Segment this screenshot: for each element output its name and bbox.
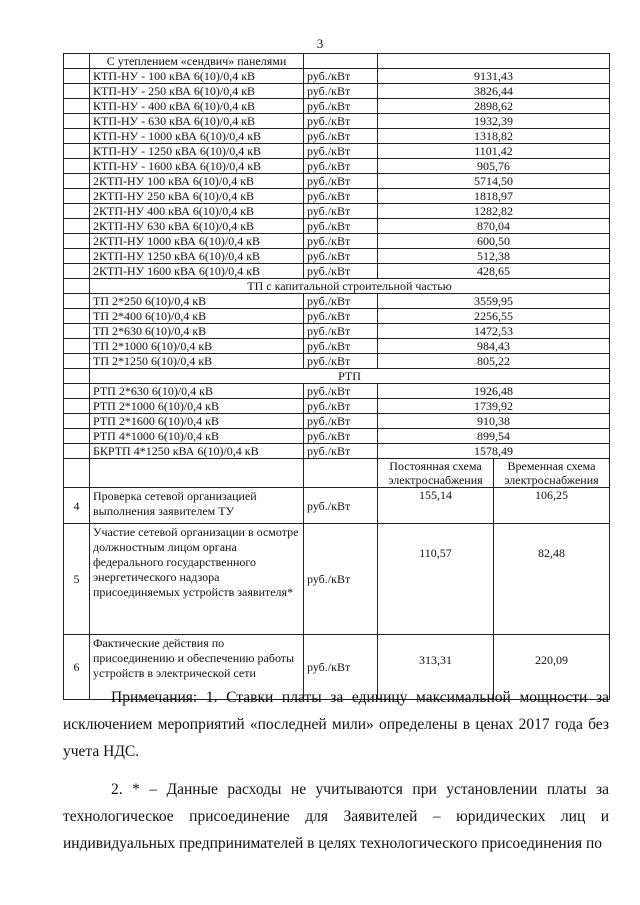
empty-cell — [64, 144, 90, 159]
row-name: ТП 2*1250 6(10)/0,4 кВ — [90, 354, 304, 369]
section-title-rtp: РТП — [90, 369, 610, 384]
empty-cell — [64, 309, 90, 324]
empty-cell — [64, 99, 90, 114]
section-header-row — [64, 369, 610, 384]
row-name: БКРТП 4*1250 кВА 6(10)/0,4 кВ — [90, 444, 304, 459]
row-value: 512,38 — [378, 249, 610, 264]
row-unit: руб./кВт — [304, 69, 378, 84]
item-unit: руб./кВт — [304, 635, 378, 700]
table-row — [64, 114, 610, 129]
empty-cell — [64, 429, 90, 444]
item-temporary-value: 220,09 — [494, 635, 610, 700]
empty-cell — [64, 294, 90, 309]
row-unit: руб./кВт — [304, 309, 378, 324]
row-name: 2КТП-НУ 400 кВА 6(10)/0,4 кВ — [90, 204, 304, 219]
item-text: Фактические действия по присоединению и обеспечению работы устройств в электрической сети — [90, 635, 304, 700]
row-name: ТП 2*630 6(10)/0,4 кВ — [90, 324, 304, 339]
row-unit: руб./кВт — [304, 99, 378, 114]
table-row — [64, 444, 610, 459]
row-unit: руб./кВт — [304, 159, 378, 174]
row-name: РТП 2*1000 6(10)/0,4 кВ — [90, 399, 304, 414]
row-unit: руб./кВт — [304, 219, 378, 234]
notes-block — [63, 684, 609, 857]
table-row — [64, 159, 610, 174]
page-number: 3 — [316, 36, 324, 51]
row-name: 2КТП-НУ 630 кВА 6(10)/0,4 кВ — [90, 219, 304, 234]
row-unit: руб./кВт — [304, 249, 378, 264]
empty-cell — [64, 204, 90, 219]
row-unit: руб./кВт — [304, 144, 378, 159]
table-row — [64, 129, 610, 144]
row-unit: руб./кВт — [304, 114, 378, 129]
item-number: 6 — [64, 635, 90, 700]
header-temporary: Временная схема электроснабжения — [494, 459, 610, 488]
empty-cell — [64, 414, 90, 429]
row-name: КТП-НУ - 400 кВА 6(10)/0,4 кВ — [90, 99, 304, 114]
empty-cell — [64, 264, 90, 279]
empty-cell — [64, 234, 90, 249]
item-temporary-value: 82,48 — [494, 524, 610, 635]
row-name: ТП 2*250 6(10)/0,4 кВ — [90, 294, 304, 309]
row-value: 1101,42 — [378, 144, 610, 159]
table-row — [64, 354, 610, 369]
row-value: 1282,82 — [378, 204, 610, 219]
row-name: КТП-НУ - 1600 кВА 6(10)/0,4 кВ — [90, 159, 304, 174]
empty-cell — [64, 384, 90, 399]
row-value: 1318,82 — [378, 129, 610, 144]
row-name: 2КТП-НУ 1000 кВА 6(10)/0,4 кВ — [90, 234, 304, 249]
table-row — [64, 174, 610, 189]
row-unit: руб./кВт — [304, 84, 378, 99]
empty-cell — [64, 369, 90, 384]
item-row — [64, 488, 610, 524]
empty-cell — [64, 444, 90, 459]
row-value: 805,22 — [378, 354, 610, 369]
row-name: ТП 2*400 6(10)/0,4 кВ — [90, 309, 304, 324]
row-value: 5714,50 — [378, 174, 610, 189]
empty-cell — [64, 114, 90, 129]
table-row — [64, 249, 610, 264]
header-permanent: Постоянная схема электроснабжения — [378, 459, 494, 488]
row-unit: руб./кВт — [304, 324, 378, 339]
item-row — [64, 524, 610, 635]
row-value: 3826,44 — [378, 84, 610, 99]
empty-cell — [64, 189, 90, 204]
empty-cell — [64, 219, 90, 234]
item-permanent-value: 313,31 — [378, 635, 494, 700]
table-row — [64, 324, 610, 339]
empty-cell — [64, 249, 90, 264]
row-value: 1818,97 — [378, 189, 610, 204]
row-value: 2898,62 — [378, 99, 610, 114]
row-unit: руб./кВт — [304, 384, 378, 399]
row-value: 984,43 — [378, 339, 610, 354]
tariff-table — [63, 53, 610, 700]
table-row — [64, 189, 610, 204]
tariff-table-body — [64, 54, 610, 700]
empty-cell — [378, 54, 610, 69]
empty-cell — [304, 54, 378, 69]
row-name: РТП 2*630 6(10)/0,4 кВ — [90, 384, 304, 399]
row-value: 1472,53 — [378, 324, 610, 339]
empty-cell — [64, 159, 90, 174]
empty-cell — [64, 399, 90, 414]
row-name: КТП-НУ - 1250 кВА 6(10)/0,4 кВ — [90, 144, 304, 159]
table-row — [64, 309, 610, 324]
item-unit: руб./кВт — [304, 488, 378, 524]
scheme-header-row — [64, 459, 610, 488]
row-name: РТП 4*1000 6(10)/0,4 кВ — [90, 429, 304, 444]
section-header-row — [64, 279, 610, 294]
row-value: 9131,43 — [378, 69, 610, 84]
row-value: 899,54 — [378, 429, 610, 444]
row-value: 1578,49 — [378, 444, 610, 459]
item-temporary-value: 106,25 — [494, 488, 610, 524]
table-row — [64, 69, 610, 84]
row-value: 905,76 — [378, 159, 610, 174]
item-permanent-value: 155,14 — [378, 488, 494, 524]
row-name: 2КТП-НУ 100 кВА 6(10)/0,4 кВ — [90, 174, 304, 189]
table-row — [64, 339, 610, 354]
empty-cell — [304, 459, 378, 488]
empty-cell — [90, 459, 304, 488]
row-unit: руб./кВт — [304, 189, 378, 204]
empty-cell — [64, 54, 90, 69]
table-row — [64, 294, 610, 309]
empty-cell — [64, 354, 90, 369]
item-number: 5 — [64, 524, 90, 635]
row-unit: руб./кВт — [304, 414, 378, 429]
item-unit: руб./кВт — [304, 524, 378, 635]
note-1: Примечания: 1. Ставки платы за единицу максимальной мощности за исключением мероприятий «последней мили» определены в ценах 2017 года без учета НДС. — [63, 689, 609, 760]
table-row — [64, 204, 610, 219]
row-name: 2КТП-НУ 250 кВА 6(10)/0,4 кВ — [90, 189, 304, 204]
table-row — [64, 84, 610, 99]
table-row — [64, 399, 610, 414]
row-unit: руб./кВт — [304, 444, 378, 459]
table-row — [64, 144, 610, 159]
section-header-row — [64, 54, 610, 69]
item-number: 4 — [64, 488, 90, 524]
row-value: 870,04 — [378, 219, 610, 234]
row-name: 2КТП-НУ 1250 кВА 6(10)/0,4 кВ — [90, 249, 304, 264]
empty-cell — [64, 84, 90, 99]
row-unit: руб./кВт — [304, 264, 378, 279]
row-name: КТП-НУ - 1000 кВА 6(10)/0,4 кВ — [90, 129, 304, 144]
item-text: Проверка сетевой организацией выполнения заявителем ТУ — [90, 488, 304, 524]
row-unit: руб./кВт — [304, 234, 378, 249]
table-row — [64, 99, 610, 114]
row-unit: руб./кВт — [304, 204, 378, 219]
empty-cell — [64, 279, 90, 294]
table-row — [64, 219, 610, 234]
item-text: Участие сетевой организации в осмотре должностным лицом органа федерального государственного энергетического надзора присоединяемых устройств заявителя* — [90, 524, 304, 635]
row-value: 3559,95 — [378, 294, 610, 309]
table-row — [64, 429, 610, 444]
row-name: КТП-НУ - 630 кВА 6(10)/0,4 кВ — [90, 114, 304, 129]
empty-cell — [64, 69, 90, 84]
row-unit: руб./кВт — [304, 294, 378, 309]
row-value: 600,50 — [378, 234, 610, 249]
table-row — [64, 414, 610, 429]
table-row — [64, 264, 610, 279]
row-unit: руб./кВт — [304, 174, 378, 189]
table-row — [64, 234, 610, 249]
row-name: 2КТП-НУ 1600 кВА 6(10)/0,4 кВ — [90, 264, 304, 279]
row-unit: руб./кВт — [304, 399, 378, 414]
row-name: ТП 2*1000 6(10)/0,4 кВ — [90, 339, 304, 354]
section-title-sandwich: С утеплением «сендвич» панелями — [90, 54, 304, 69]
empty-cell — [64, 129, 90, 144]
empty-cell — [64, 174, 90, 189]
row-name: КТП-НУ - 100 кВА 6(10)/0,4 кВ — [90, 69, 304, 84]
row-name: КТП-НУ - 250 кВА 6(10)/0,4 кВ — [90, 84, 304, 99]
row-unit: руб./кВт — [304, 129, 378, 144]
row-unit: руб./кВт — [304, 429, 378, 444]
row-value: 910,38 — [378, 414, 610, 429]
row-name: РТП 2*1600 6(10)/0,4 кВ — [90, 414, 304, 429]
row-value: 1926,48 — [378, 384, 610, 399]
row-value: 428,65 — [378, 264, 610, 279]
row-unit: руб./кВт — [304, 354, 378, 369]
empty-cell — [64, 459, 90, 488]
section-title-capital: ТП с капитальной строительной частью — [90, 279, 610, 294]
row-value: 2256,55 — [378, 309, 610, 324]
row-value: 1932,39 — [378, 114, 610, 129]
empty-cell — [64, 324, 90, 339]
table-row — [64, 384, 610, 399]
item-permanent-value: 110,57 — [378, 524, 494, 635]
row-value: 1739,92 — [378, 399, 610, 414]
row-unit: руб./кВт — [304, 339, 378, 354]
empty-cell — [64, 339, 90, 354]
note-2: 2. * – Данные расходы не учитываются при установлении платы за технологическое присоединение для Заявителей – юридических лиц и индивидуальных предпринимателей в целях технологического присоединения по — [63, 781, 609, 852]
